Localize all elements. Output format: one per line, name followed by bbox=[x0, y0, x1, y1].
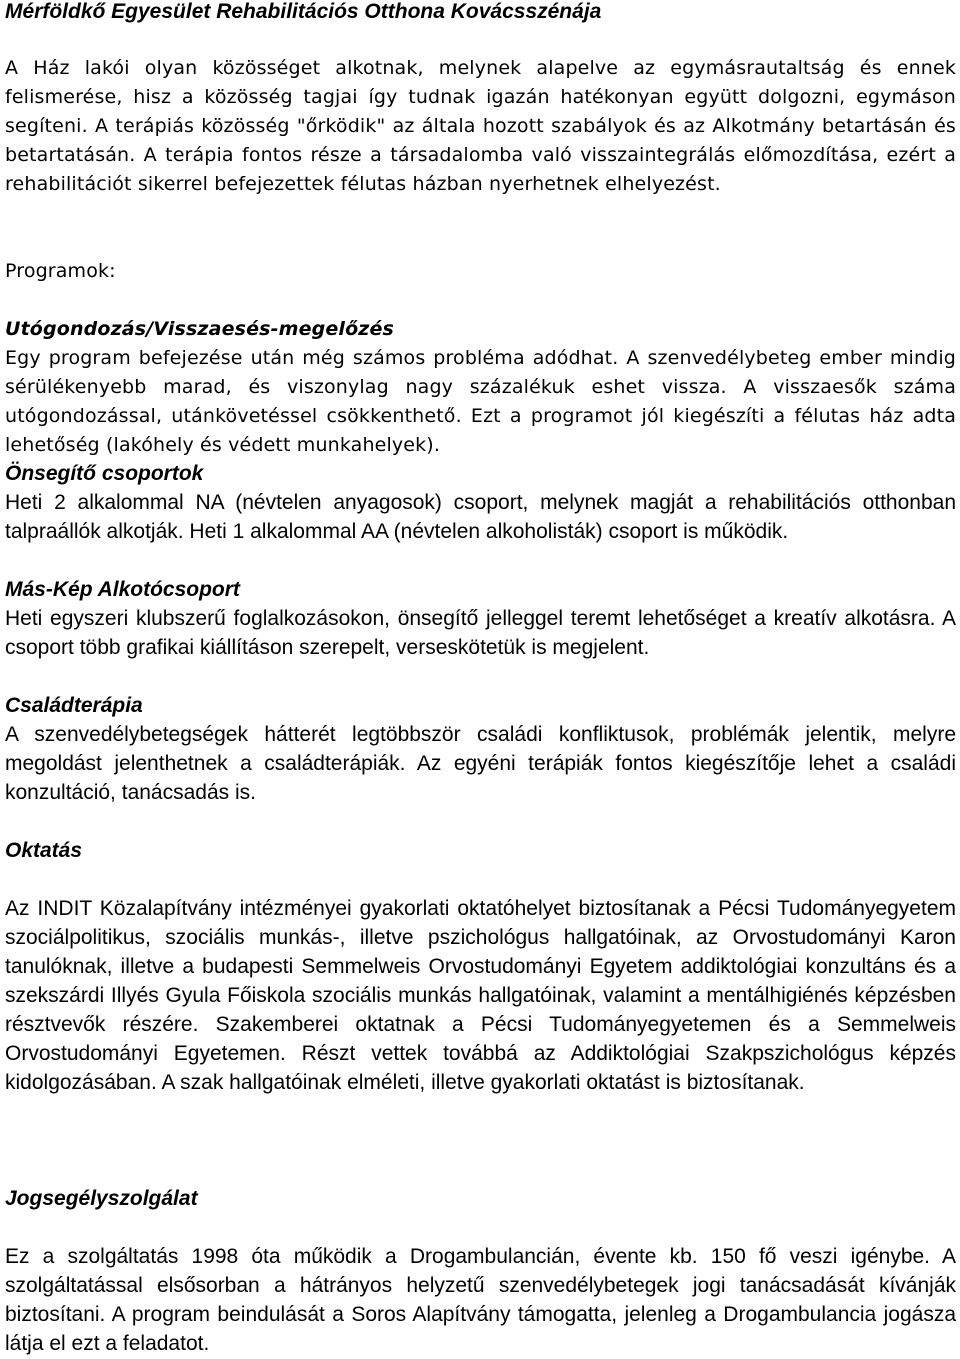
section-heading-legal-aid: Jogsegélyszolgálat bbox=[5, 1187, 198, 1210]
section-text-legal-aid: Ez a szolgáltatás 1998 óta működik a Drogambulancián, évente kb. 150 fő veszi igénybe. A szolgáltatással elsősorban a hátrányos helyzetű szenvedélybetegek jogi tanácsadását kívánják biztosítani. A program beindulását a Soros Alapítvány támogatta, jelenleg a Drogambulancia jogásza látja el ezt a feladatot. bbox=[5, 1245, 956, 1355]
section-text-aftercare: Egy program befejezése után még számos probléma adódhat. A szenvedélybeteg ember mindig sérülékenyebb marad, és viszonylag nagy százalékuk eshet vissza. A visszaesők száma utógondozással, utánkövetéssel csökkenthető. Ezt a programot jól kiegészíti a félutas ház adta lehetőség (lakóhely és védett munkahelyek). bbox=[5, 347, 956, 456]
section-text-education: Az INDIT Közalapítvány intézményei gyakorlati oktatóhelyet biztosítanak a Pécsi Tudományegyetem szociálpolitikus, szociális munkás-, illetve pszichológus hallgatóinak, az Orvostudományi Karon tanulóknak, illetve a budapesti Semmelweis Orvostudományi Egyetem addiktológiai konzultáns és a szekszárdi Illyés Gyula Főiskola szociális munkás hallgatóinak, valamint a mentálhigiénés képzésben résztvevők részére. Szakemberei oktatnak a Pécsi Tudományegyetemen és a Semmelweis Orvostudományi Egyetemen. Részt vettek továbbá az Addiktológiai Szakpszichológus képzés kidolgozásában. A szak hallgatóinak elméleti, illetve gyakorlati oktatást is biztosítanak. bbox=[5, 897, 956, 1094]
programs-heading: Programok: bbox=[5, 260, 116, 282]
section-heading-education: Oktatás bbox=[5, 839, 83, 862]
section-text-family-therapy: A szenvedélybetegségek hátterét legtöbbször családi konfliktusok, problémák jelentik, melyre megoldást jelenthetnek a családterápiák. Az egyéni terápiák fontos kiegészítője lehet a családi konzultáció, tanácsadás is. bbox=[5, 723, 956, 804]
document-title: Mérföldkő Egyesület Rehabilitációs Otthona Kovácsszénája bbox=[5, 0, 602, 23]
section-heading-aftercare: Utógondozás/Visszaesés-megelőzés bbox=[5, 318, 394, 340]
section-heading-selfhelp: Önsegítő csoportok bbox=[5, 462, 204, 485]
section-text-selfhelp: Heti 2 alkalommal NA (névtelen anyagosok) csoport, melynek magját a rehabilitációs otthonban talpraállók alkotják. Heti 1 alkalommal AA (névtelen alkoholisták) csoport is működik. bbox=[5, 491, 956, 543]
section-heading-family-therapy: Családterápia bbox=[5, 694, 143, 717]
intro-paragraph: A Ház lakói olyan közösséget alkotnak, melynek alapelve az egymásrautaltság és ennek felismerése, hisz a közösség tagjai így tudnak igazán hatékonyan együtt dolgozni, egymáson segíteni. A terápiás közösség "őrködik" az általa hozott szabályok és az Alkotmány betartásán és betartatásán. A terápia fontos része a társadalomba való visszaintegrálás előmozdítása, ezért a rehabilitációt sikerrel befejezettek félutas házban nyerhetnek elhelyezést. bbox=[5, 57, 956, 195]
section-text-creative-group: Heti egyszeri klubszerű foglalkozásokon, önsegítő jelleggel teremt lehetőséget a kreatív alkotásra. A csoport több grafikai kiállításon szerepelt, verseskötetük is megjelent. bbox=[5, 607, 956, 659]
section-heading-creative-group: Más-Kép Alkotócsoport bbox=[5, 578, 240, 601]
